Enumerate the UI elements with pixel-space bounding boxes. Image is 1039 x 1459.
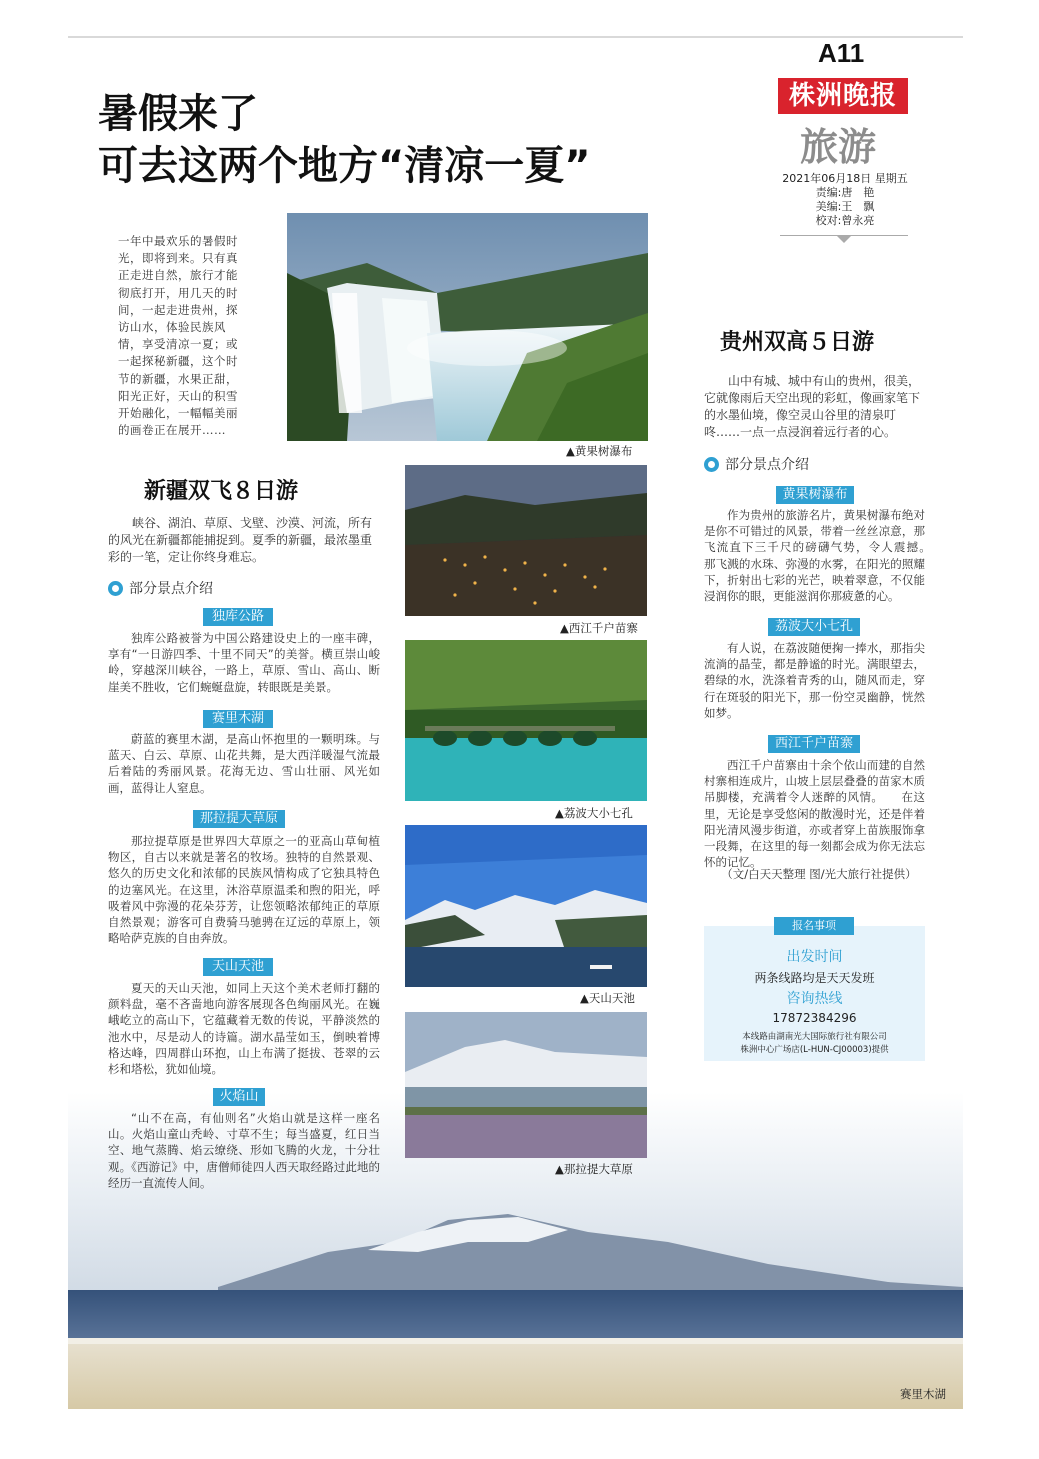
guizhou-subtitle: [704, 454, 809, 474]
caption-libo: ▲荔波大小七孔: [555, 806, 633, 820]
bullet-icon: [108, 581, 123, 596]
xinjiang-title: 新疆双飞８日游: [144, 479, 299, 504]
spot-tag-tianchi: 天山天池: [203, 958, 273, 976]
xinjiang-subtitle: [108, 578, 213, 598]
xinjiang-subtitle-text: 部分景点介绍: [129, 581, 213, 597]
nalati-photo: [405, 1012, 647, 1158]
date-line: 2021年06月18日 星期五: [782, 172, 908, 185]
spot-text-xijiang: 西江千户苗寨由十余个依山而建的自然村寨相连成片，山坡上层层叠叠的苗家木质吊脚楼，充满着令人迷醉的风情。 在这里，无论是享受悠闲的散漫时光，还是伴着阳光清风漫步街道，亦或者穿上苗族服饰拿一段舞，在这里的每一刻都会成为你无法忘怀的记忆。: [704, 758, 925, 870]
spot-text-duku: 独库公路被誉为中国公路建设史上的一座丰碑，享有“一日游四季、十里不同天”的美誉。横亘崇山峻岭，穿越深川峡谷，一路上，草原、雪山、高山、断崖美不胜收，它们蜿蜒盘旋，转眼既是美景。: [108, 631, 380, 694]
spot-tag-huoyanshan: 火焰山: [213, 1088, 265, 1106]
headline-line-2: 可去这两个地方“清凉一夏”: [98, 143, 591, 189]
editor-line: 责编:唐 艳: [815, 186, 875, 199]
spot-text-tianchi: 夏天的天山天池，如同上天这个美术老师打翻的颜料盘，毫不吝啬地向游客展现各色绚丽风光。在巍峨屹立的高山下，它蕴藏着无数的传说，平静淡然的池水中，尽是动人的诗篇。湖水晶莹如玉，倒映着博格达峰，四周群山环抱，山上布满了挺拔、苍翠的云杉和塔松，犹如仙境。: [108, 981, 380, 1077]
headline-line-1: 暑假来了: [98, 91, 258, 137]
departure-title: 出发时间: [786, 949, 843, 965]
agency-note-1: 本线路由湖南光大国际旅行社有限公司: [742, 1032, 887, 1042]
departure-text: 两条线路均是天天发班: [754, 971, 875, 985]
signup-tag: 报名事项: [774, 917, 854, 935]
caption-sailimu: 赛里木湖: [900, 1387, 946, 1401]
caption-tianchi: ▲天山天池: [580, 991, 635, 1005]
meta-divider-arrow: [836, 235, 852, 243]
section-title: 旅游: [800, 124, 877, 169]
caption-xijiang: ▲西江千户苗寨: [560, 621, 638, 635]
libo-photo: [405, 640, 647, 801]
tianchi-photo: [405, 825, 647, 987]
photo-credit: （文/白天天整理 图/光大旅行社提供）: [721, 867, 917, 881]
hotline-title: 咨询热线: [786, 991, 843, 1007]
spot-text-huoyanshan: “山不在高，有仙则名”火焰山就是这样一座名山。火焰山童山秃岭、寸草不生；每当盛夏，红日当空、地气蒸腾、焰云缭绕、形如飞腾的火龙，十分壮观。《西游记》中，唐僧师徒四人西天取经路过此地的经历一直流传人间。: [108, 1111, 380, 1190]
intro-paragraph: 一年中最欢乐的暑假时光，即将到来。只有真正走进自然，旅行才能彻底打开，用几天的时间，一起走进贵州，探访山水，体验民族风情，享受清凉一夏；或一起探秘新疆，这个时节的新疆，水果正甜，阳光正好，天山的积雪开始融化，一幅幅美丽的画卷正在展开……: [118, 234, 238, 438]
headline: [98, 88, 591, 192]
caption-waterfall: ▲黄果树瀑布: [566, 444, 633, 458]
spot-text-huangguoshu: 作为贵州的旅游名片，黄果树瀑布绝对是你不可错过的风景，带着一丝丝凉意，那飞流直下三千尺的磅礴气势，令人震撼。 那飞溅的水珠、弥漫的水雾，在阳光的照耀下，折射出七彩的光芒，映着翠意，不仅能浸润你的眼，更能滋润你那疲惫的心。: [704, 508, 948, 604]
guizhou-title: 贵州双高５日游: [720, 330, 875, 355]
spot-tag-huangguoshu: 黄果树瀑布: [776, 486, 854, 504]
spot-text-libo: 有人说，在荔波随便掬一捧水，那指尖流淌的晶莹，都是静谧的时光。满眼望去，碧绿的水，洗涤着青秀的山，随风而走，穿行在斑驳的阳光下，那一份空灵幽静，恍然如梦。: [704, 641, 925, 720]
spot-tag-duku: 独库公路: [203, 608, 273, 626]
xijiang-village-photo: [405, 465, 647, 616]
newspaper-logo: 株洲晚报: [778, 78, 908, 114]
spot-text-nalati: 那拉提草原是世界四大草原之一的亚高山草甸植物区，自古以来就是著名的牧场。独特的自然景观、悠久的历史文化和浓郁的民族风情构成了它独具特色的边塞风光。在这里，沐浴草原温柔和煦的阳光，呼吸着风中弥漫的花朵芬芳，让您领略浓郁纯正的草原自然景观；游客可自费骑马驰骋在辽远的草原上，领略哈萨克族的自由奔放。: [108, 834, 380, 946]
agency-note-2: 株洲中心广场店(L-HUN-CJ00003)提供: [740, 1045, 889, 1055]
designer-line: 美编:王 飘: [815, 200, 875, 213]
spot-tag-nalati: 那拉提大草原: [193, 810, 285, 828]
proofreader-line: 校对:曾永亮: [815, 214, 875, 227]
hotline-phone: 17872384296: [772, 1011, 857, 1025]
spot-tag-xijiang: 西江千户苗寨: [768, 735, 860, 753]
xinjiang-lead: 峡谷、湖泊、草原、戈壁、沙漠、河流，所有的风光在新疆都能捕捉到。夏季的新疆，最浓墨重彩的一笔，定让你终身难忘。: [108, 516, 373, 564]
page-number: A11: [818, 38, 865, 68]
spot-tag-libo: 荔波大小七孔: [768, 618, 860, 636]
guizhou-subtitle-text: 部分景点介绍: [725, 457, 809, 473]
waterfall-photo: [287, 213, 648, 441]
edition-meta: [770, 172, 920, 228]
caption-nalati: ▲那拉提大草原: [555, 1162, 633, 1176]
bullet-icon: [704, 457, 719, 472]
spot-text-sailimu: 蔚蓝的赛里木湖，是高山怀抱里的一颗明珠。与蓝天、白云、草原、山花共舞，是大西洋暖湿气流最后着陆的秀丽风景。花海无边、雪山壮丽、风光如画，蓝得让人窒息。: [108, 732, 380, 795]
spot-tag-sailimu: 赛里木湖: [203, 710, 273, 728]
guizhou-lead: 山中有城、城中有山的贵州，很美，它就像雨后天空出现的彩虹，像画家笔下的水墨仙境，像空灵山谷里的清泉叮咚……一点一点浸润着远行者的心。: [704, 374, 921, 439]
